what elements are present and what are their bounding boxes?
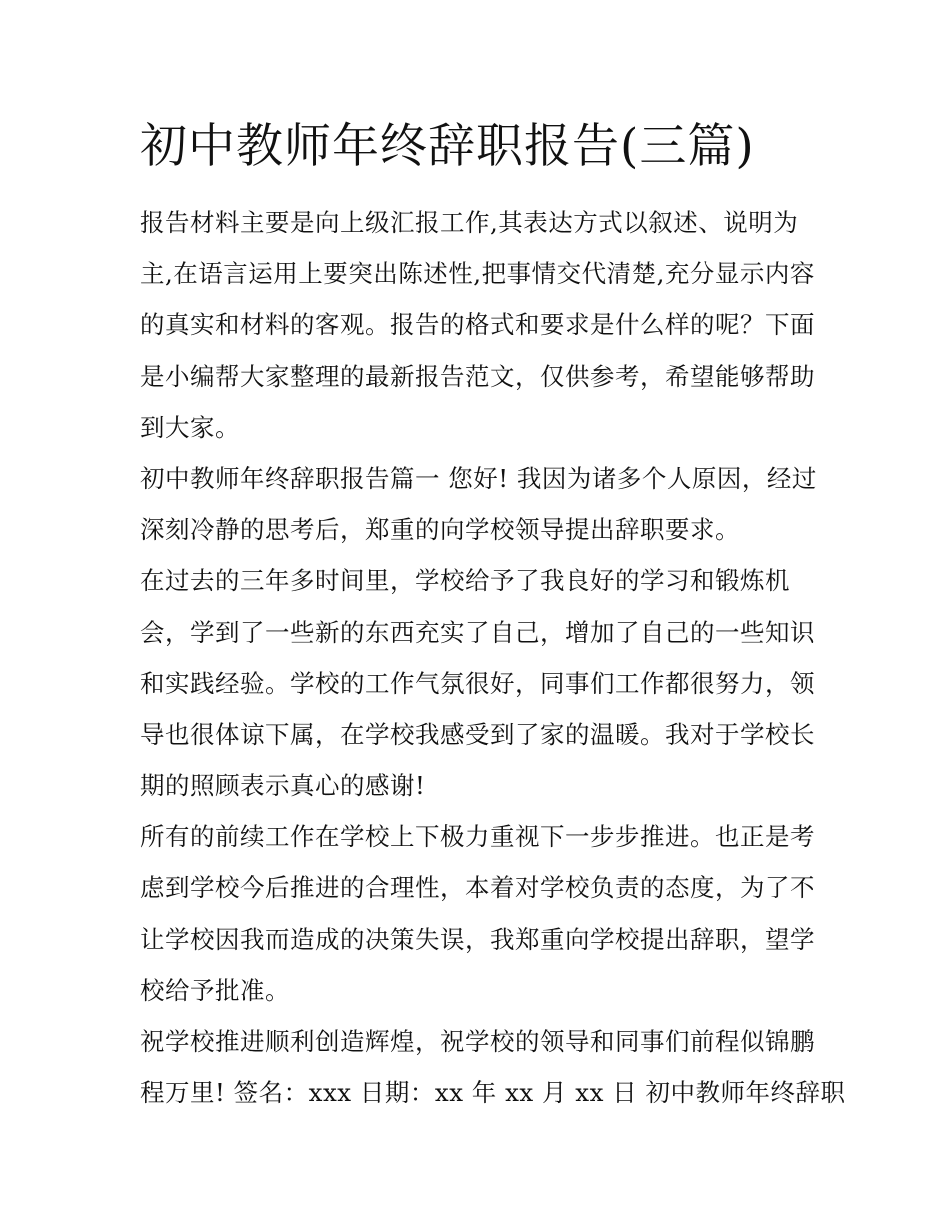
text-line: 期的照顾表示真心的感谢! xyxy=(140,771,426,801)
document-title: 初中教师年终辞职报告(三篇) xyxy=(140,119,755,174)
text-line: 程万里! 签名：xxx 日期：xx 年 xx 月 xx 日 初中教师年终辞职 xyxy=(140,1078,846,1108)
text-line: 虑到学校今后推进的合理性，本着对学校负责的态度，为了不 xyxy=(140,873,815,903)
text-line: 初中教师年终辞职报告篇一 您好! 我因为诸多个人原因，经过 xyxy=(140,463,817,493)
text-line: 报告材料主要是向上级汇报工作,其表达方式以叙述、说明为 xyxy=(140,208,799,237)
text-line: 在过去的三年多时间里，学校给予了我良好的学习和锻炼机 xyxy=(140,566,790,596)
text-line: 让学校因我而造成的决策失误，我郑重向学校提出辞职，望学 xyxy=(140,924,815,954)
text-line: 会，学到了一些新的东西充实了自己，增加了自己的一些知识 xyxy=(140,617,815,647)
text-line: 所有的前续工作在学校上下极力重视下一步步推进。也正是考 xyxy=(140,822,815,852)
document-body xyxy=(140,197,846,1118)
text-line: 导也很体谅下属，在学校我感受到了家的温暖。我对于学校长 xyxy=(140,719,815,749)
text-line: 的真实和材料的客观。报告的格式和要求是什么样的呢？下面 xyxy=(140,310,815,340)
text-line: 到大家。 xyxy=(140,412,240,442)
text-line: 深刻冷静的思考后，郑重的向学校领导提出辞职要求。 xyxy=(140,515,740,545)
text-line: 是小编帮大家整理的最新报告范文，仅供参考，希望能够帮助 xyxy=(140,361,815,391)
text-line: 校给予批准。 xyxy=(140,975,290,1005)
text-line: 和实践经验。学校的工作气氛很好，同事们工作都很努力，领 xyxy=(140,668,815,698)
text-line: 祝学校推进顺利创造辉煌，祝学校的领导和同事们前程似锦鹏 xyxy=(140,1027,815,1056)
text-line: 主,在语言运用上要突出陈述性,把事情交代清楚,充分显示内容 xyxy=(140,259,815,289)
